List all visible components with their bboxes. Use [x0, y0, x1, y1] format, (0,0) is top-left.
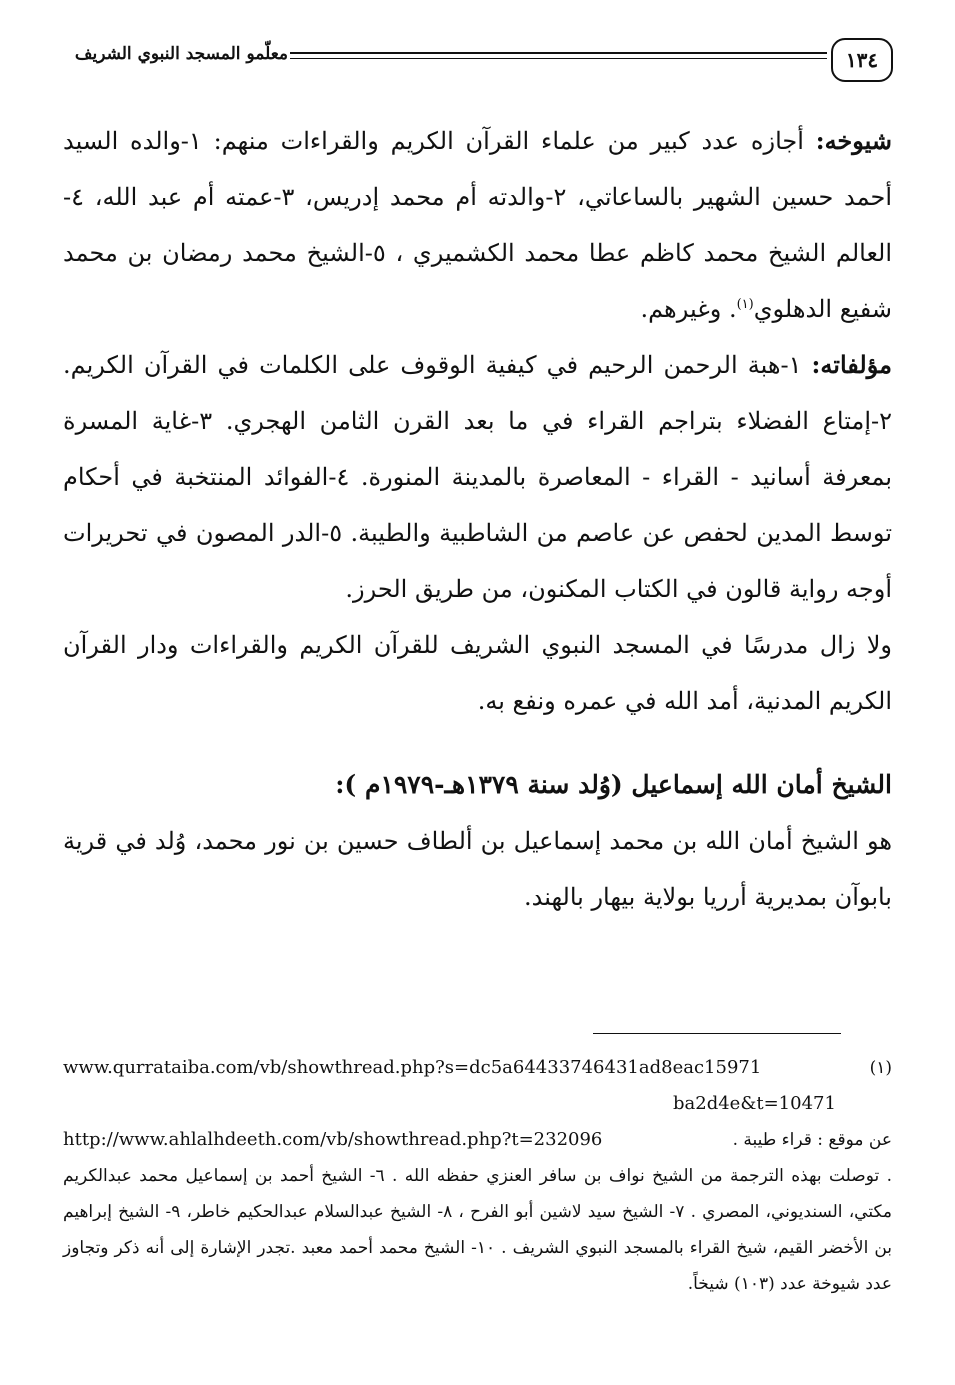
main-text	[63, 113, 892, 925]
footnote-text: . توصلت بهذه الترجمة من الشيخ نواف بن سافر العنزي حفظه الله . ٦- الشيخ أحمد بن إسماعيل محمد عبدالكريم مكتي، السنديوني، المصري . ٧- الشيخ سيد لاشين أبو الفرح ، ٨- الشيخ عبدالسلام عبدالحكيم خاطر، ٩- الشيخ إبراهيم بن الأخضر القيم، شيخ القراء بالمسجد النبوي الشريف . ١٠- الشيخ محمد أحمد معبد .تجدر الإشارة إلى أنه ذكر وتجاوز عدد شيوخة عدد (١٠٣) شيخاً.	[63, 1166, 892, 1294]
running-title: معلّمو المسجد النبوي الشريف	[74, 44, 288, 64]
paragraph-biography: هو الشيخ أمان الله بن محمد إسماعيل بن ألطاف حسين بن نور محمد، وُلد في قرية بابوآن بمديرية أرريا بولاية بيهار بالهند.	[63, 827, 892, 911]
paragraph-teaching: ولا زال مدرسًا في المسجد النبوي الشريف للقرآن الكريم والقراءات ودار القرآن الكريم المدنية، أمد الله في عمره ونفع به.	[63, 631, 892, 715]
works-text: ١-هبة الرحمن الرحيم في كيفية الوقوف على الكلمات في القرآن الكريم. ٢-إمتاع الفضلاء بتراجم القراء في ما بعد القرن الثامن الهجري. ٣-غاية المسرة بمعرفة أسانيد - القراء - المعاصرة بالمدينة المنورة. ٤-الفوائد المنتخبة في أحكام توسط المدين لحفص عن عاصم من الشاطبية والطيبة. ٥-الدر المصون في تحريرات أوجه رواية قالون في الكتاب المكنون، من طريق الحرز.	[63, 351, 893, 603]
paragraph-works	[63, 337, 892, 617]
footnote-url-2[interactable]: http://www.ahlalhdeeth.com/vb/showthread.php?t=232096	[63, 1129, 603, 1150]
page-header	[60, 30, 893, 90]
teachers-tail: . وغيرهم.	[640, 295, 737, 323]
teachers-label: شيوخه:	[815, 126, 893, 155]
footnote-source-row	[63, 1122, 892, 1158]
footnotes	[63, 1050, 892, 1302]
footnote-source-label: عن موقع : قراء طيبة .	[732, 1130, 892, 1150]
footnote-separator	[593, 1033, 841, 1034]
teachers-text: أجازه عدد كبير من علماء القرآن الكريم والقراءات منهم: ١-والده السيد أحمد حسين الشهير بالساعاتي، ٢-والدته أم محمد إدريس، ٣-عمته أم عبد الله، ٤-العالم الشيخ محمد كاظم عطا محمد الكشميري ، ٥-الشيخ محمد رمضان بن محمد شفيع الدهلوي	[63, 127, 892, 323]
footnote-number: (١)	[869, 1058, 892, 1078]
works-label: مؤلفاته:	[811, 350, 892, 379]
header-rule	[290, 52, 827, 59]
footnote-url-1[interactable]: www.qurrataiba.com/vb/showthread.php?s=dc5a64433746431ad8eac15971	[63, 1057, 762, 1078]
paragraph-teachers	[63, 113, 892, 337]
footnote-1-url-row	[63, 1050, 892, 1086]
footnote-ref[interactable]: (١)	[736, 297, 754, 312]
footnote-url-1-continued[interactable]: ba2d4e&t=10471	[673, 1093, 836, 1114]
section-heading: الشيخ أمان الله إسماعيل (وُلد سنة ١٣٧٩هـ-١٩٧٩م ):	[335, 770, 892, 799]
page-number: ١٣٤	[831, 38, 893, 82]
